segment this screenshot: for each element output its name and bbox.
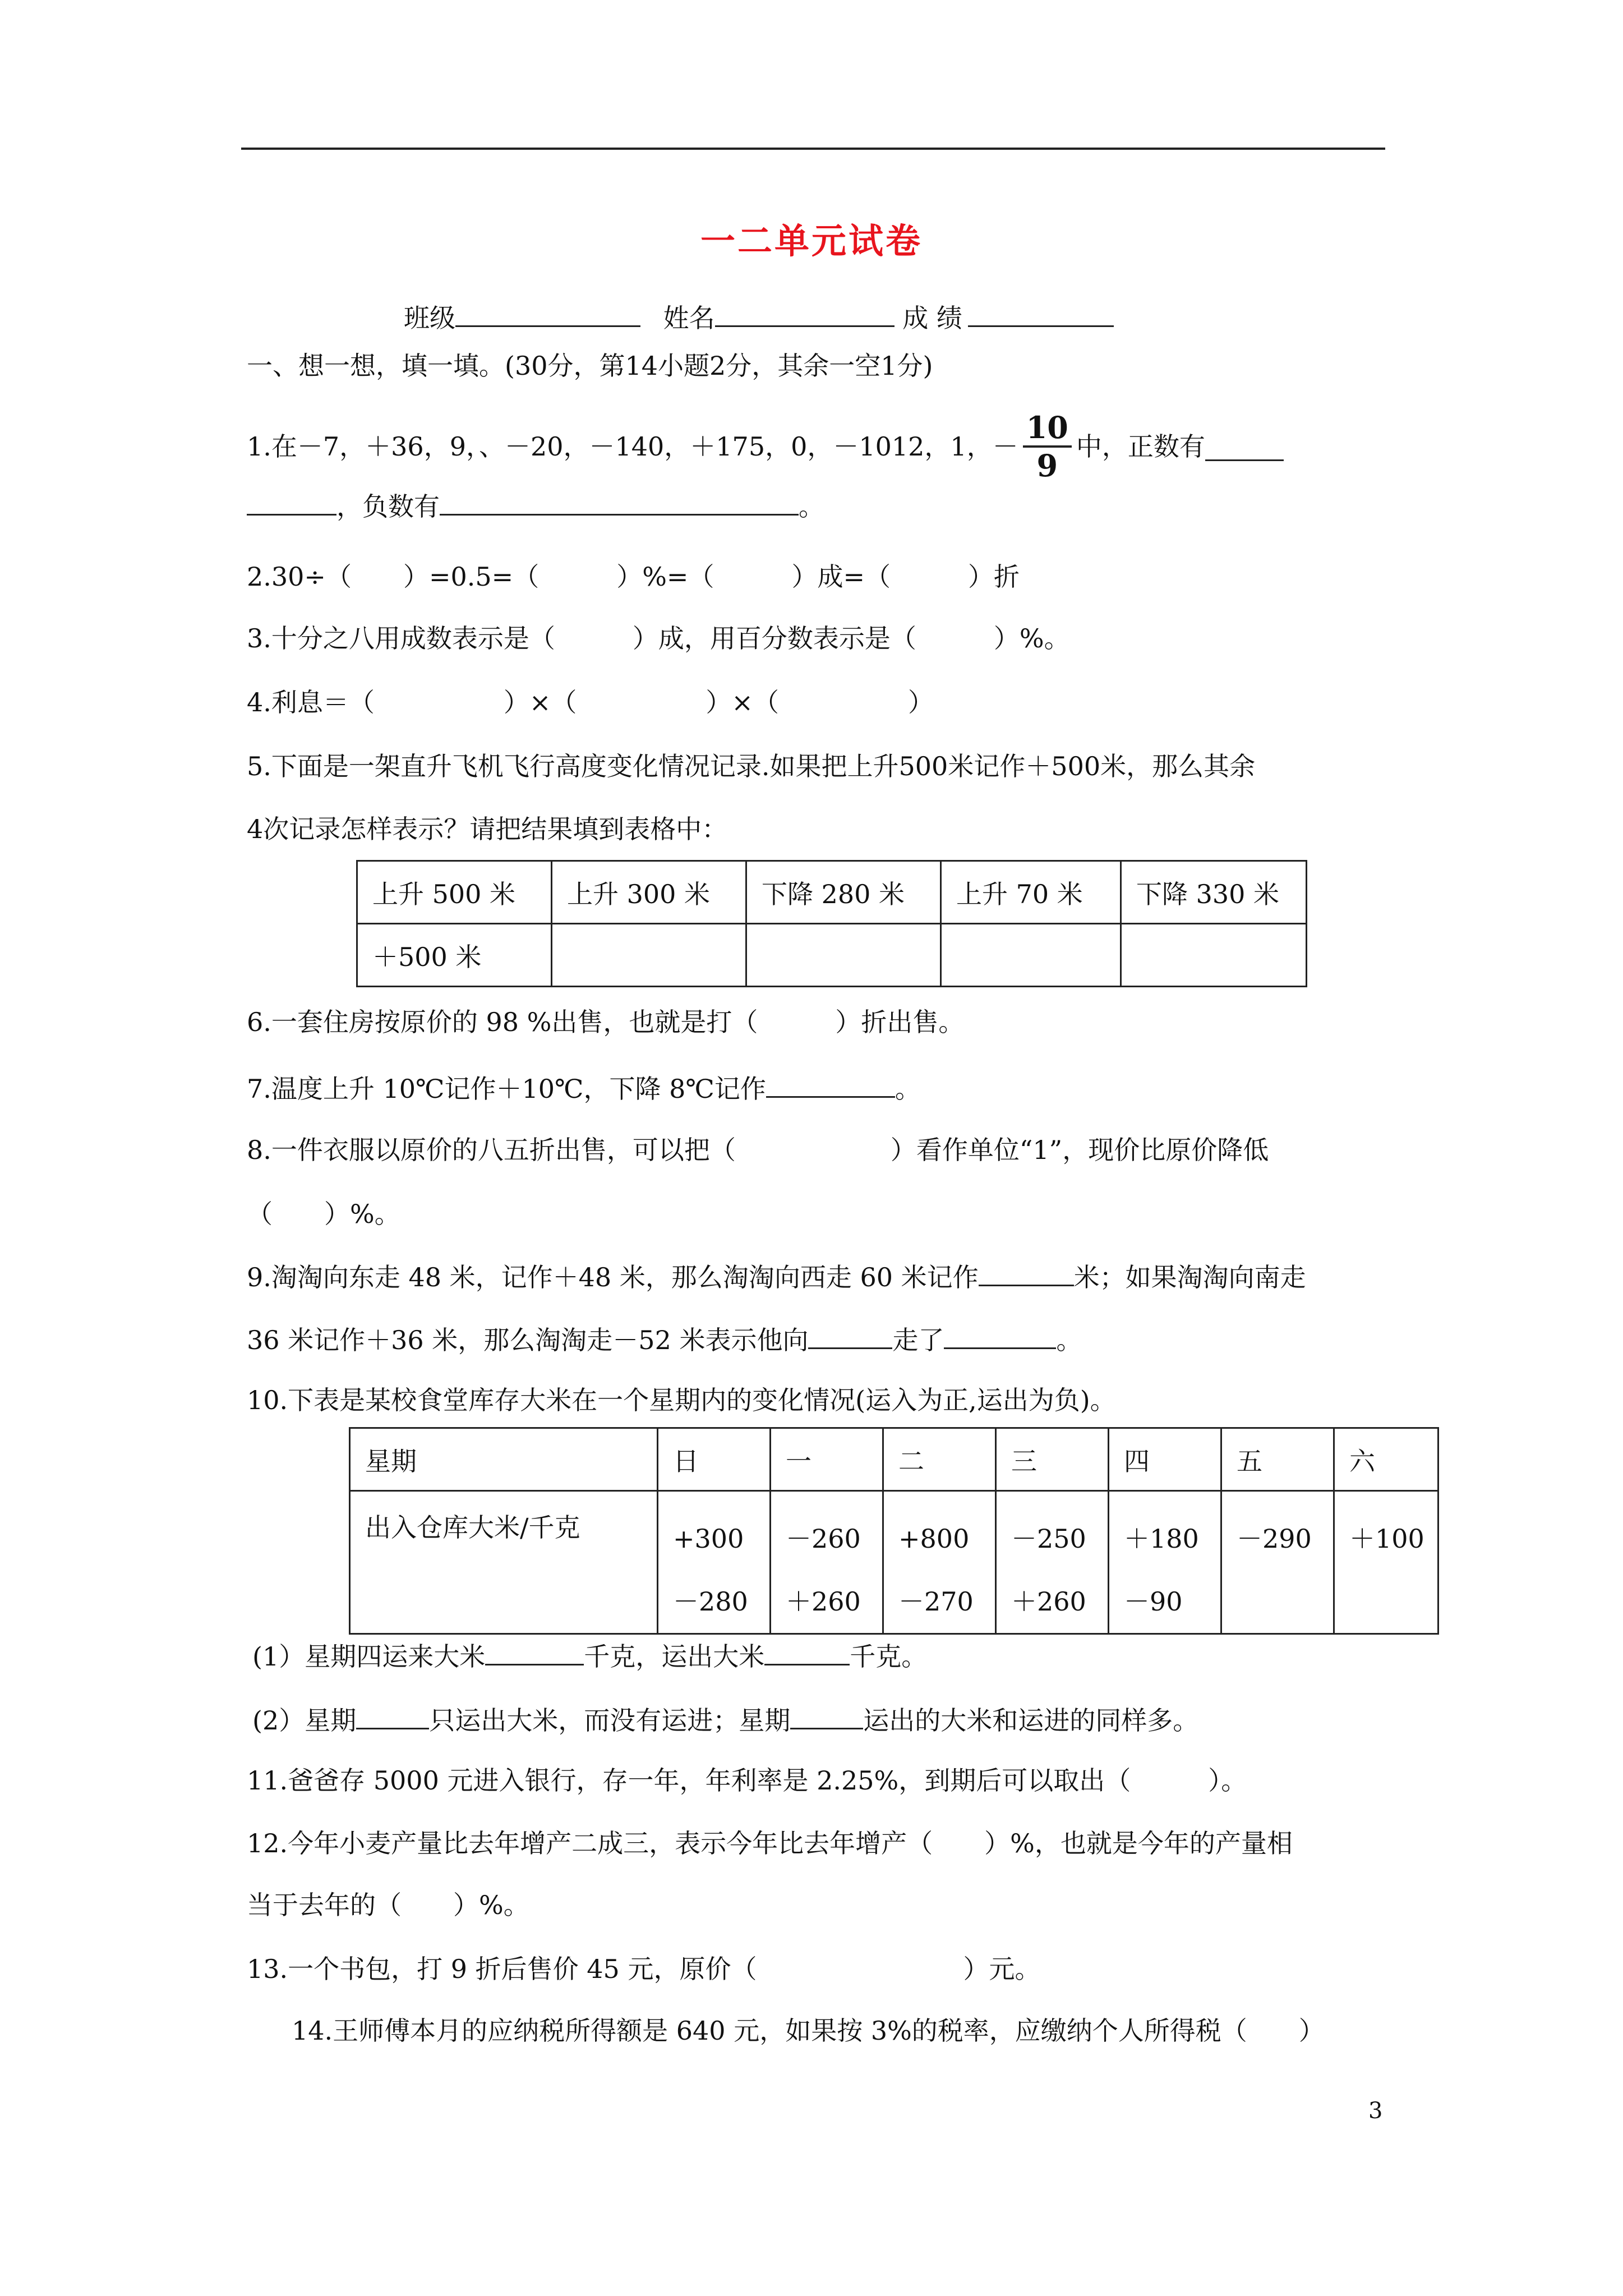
q10-sub1-out-blank[interactable] [764,1637,850,1665]
q10-value-cell [996,1491,1109,1634]
q8-line1: 8.一件衣服以原价的八五折出售，可以把（ ）看作单位“1”，现价比原价降低 [247,1135,1269,1165]
q10-day-cell: 四 [1109,1428,1221,1491]
q9-distance-blank[interactable] [944,1320,1056,1349]
q10-value-cell [1221,1491,1334,1634]
class-label: 班级 [404,303,455,333]
q12-line2: 当于去年的（ ）%。 [247,1890,529,1920]
page-title: 一二单元试卷 [700,220,923,261]
q5-line2: 4次记录怎样表示？请把结果填到表格中： [247,814,728,844]
q10-days-label: 星期 [350,1428,658,1491]
page-number: 3 [1368,2098,1383,2124]
q10-value-cell [658,1491,771,1634]
q10-day-cell: 六 [1334,1428,1438,1491]
q10-bottom-value: ＋260 [1011,1586,1086,1617]
q5-table [356,860,1307,987]
q5-header-cell: 下降 330 米 [1121,861,1307,924]
q5-line1: 5.下面是一架直升飞机飞行高度变化情况记录.如果把上升500米记作＋500米，那么其余 [247,751,1256,781]
q10-top-value: +300 [673,1524,744,1554]
q10-value-cell [1109,1491,1221,1634]
q10-top-value: +800 [898,1524,970,1554]
q7-text: 7.温度上升 10℃记作＋10℃，下降 8℃记作 [247,1074,766,1104]
student-info [404,298,1114,335]
q9-line1 [247,1258,1306,1294]
q10-sub1-b: 千克，运出大米 [584,1641,765,1672]
q1-fraction [1023,409,1072,484]
q10-intro: 10.下表是某校食堂库存大米在一个星期内的变化情况(运入为正,运出为负)。 [247,1385,1116,1415]
q5-value-cell[interactable] [941,924,1121,987]
q5-header-cell: 上升 70 米 [941,861,1121,924]
q11: 11.爸爸存 5000 元进入银行，存一年，年利率是 2.25%，到期后可以取出（ ）。 [247,1765,1247,1796]
q9-text-c: 36 米记作＋36 米，那么淘淘走－52 米表示他向 [247,1325,809,1355]
q10-sub1-c: 千克。 [850,1641,928,1672]
q10-value-cell [883,1491,996,1634]
q1-negative-label: ，负数有 [336,491,440,522]
q2: 2.30÷（ ）=0.5=（ ）%=（ ）成=（ ）折 [247,562,1020,592]
q1-positive-blank-cont[interactable] [247,487,336,516]
q9-direction-blank[interactable] [808,1320,892,1349]
q10-top-value: ＋180 [1124,1524,1199,1554]
q10-sub2-day-blank[interactable] [356,1701,429,1729]
q5-header-cell: 上升 300 米 [552,861,746,924]
q10-sub2-day2-blank[interactable] [790,1701,863,1729]
q1-line2 [247,487,824,523]
q4: 4.利息＝（ ）×（ ）×（ ） [247,687,934,717]
score-label: 成 绩 [902,303,962,333]
q10-sub2-a: (2）星期 [252,1705,357,1736]
q8-line2: （ ）%。 [247,1199,400,1229]
q10-bottom-value: －270 [898,1586,974,1617]
q10-day-cell: 三 [996,1428,1109,1491]
q10-top-value: ＋100 [1349,1524,1424,1554]
q13: 13.一个书包，打 9 折后售价 45 元，原价（ ）元。 [247,1954,1041,1984]
q1-frac-numerator: 10 [1023,409,1072,448]
q10-sub2 [252,1701,1198,1737]
q9-end: 。 [1056,1325,1082,1355]
name-blank[interactable] [715,298,895,327]
q5-value-cell[interactable] [1121,924,1307,987]
q10-sub1-in-blank[interactable] [485,1637,584,1665]
q1-negative-blank[interactable] [440,487,799,516]
header-rule [241,148,1385,150]
class-blank[interactable] [455,298,640,327]
q1-text: 1.在－7，＋36，9，、－20，－140，＋175，0，－1012，1，－ [247,431,1018,462]
q10-bottom-value: －280 [673,1586,748,1617]
q9-west-blank[interactable] [979,1258,1074,1286]
name-label: 姓名 [663,303,715,333]
q9-text-a: 9.淘淘向东走 48 米，记作＋48 米，那么淘淘向西走 60 米记作 [247,1262,979,1292]
q10-bottom-value: ＋260 [786,1586,861,1617]
q3: 3.十分之八用成数表示是（ ）成，用百分数表示是（ ）%。 [247,623,1070,654]
q10-day-cell: 二 [883,1428,996,1491]
q5-value-cell: ＋500 米 [357,924,552,987]
q12-line1: 12.今年小麦产量比去年增产二成三，表示今年比去年增产（ ）%，也就是今年的产量相 [247,1828,1293,1858]
q10-top-value: －250 [1011,1524,1086,1554]
q1-frac-denominator: 9 [1036,448,1058,484]
q10-top-value: －290 [1237,1524,1312,1554]
q10-bottom-value: －90 [1124,1586,1183,1617]
q1-line1 [247,409,1284,484]
q10-sub1-a: (1）星期四运来大米 [252,1641,486,1672]
q14: 14.王师傅本月的应纳税所得额是 640 元，如果按 3%的税率，应缴纳个人所得税（ ） [292,2016,1325,2046]
q10-day-cell: 一 [771,1428,883,1491]
q9-text-d: 走了 [892,1325,944,1355]
q7-end: 。 [895,1074,921,1104]
q1-positive-blank[interactable] [1205,432,1284,461]
q5-value-cell[interactable] [552,924,746,987]
q10-value-cell [771,1491,883,1634]
q10-value-cell [1334,1491,1438,1634]
q1-end: 。 [799,491,824,522]
q10-sub1 [252,1637,927,1673]
q9-line2 [247,1320,1082,1357]
q10-day-cell: 日 [658,1428,771,1491]
score-blank[interactable] [968,298,1114,327]
q7 [247,1069,921,1106]
q10-top-value: －260 [786,1524,861,1554]
q5-header-cell: 下降 280 米 [746,861,941,924]
q5-value-cell[interactable] [746,924,941,987]
q5-header-cell: 上升 500 米 [357,861,552,924]
q10-sub2-c: 运出的大米和运进的同样多。 [863,1705,1199,1736]
q9-text-b: 米；如果淘淘向南走 [1073,1262,1306,1292]
q10-sub2-b: 只运出大米，而没有运进；星期 [429,1705,791,1736]
q10-day-cell: 五 [1221,1428,1334,1491]
section1-heading: 一、想一想，填一填。(30分，第14小题2分，其余一空1分) [247,351,933,381]
q10-row-label: 出入仓库大米/千克 [350,1491,658,1634]
q1-text-after: 中，正数有 [1076,431,1205,462]
q7-blank[interactable] [766,1069,895,1098]
q10-table [349,1427,1439,1635]
q6: 6.一套住房按原价的 98 %出售，也就是打（ ）折出售。 [247,1007,965,1037]
